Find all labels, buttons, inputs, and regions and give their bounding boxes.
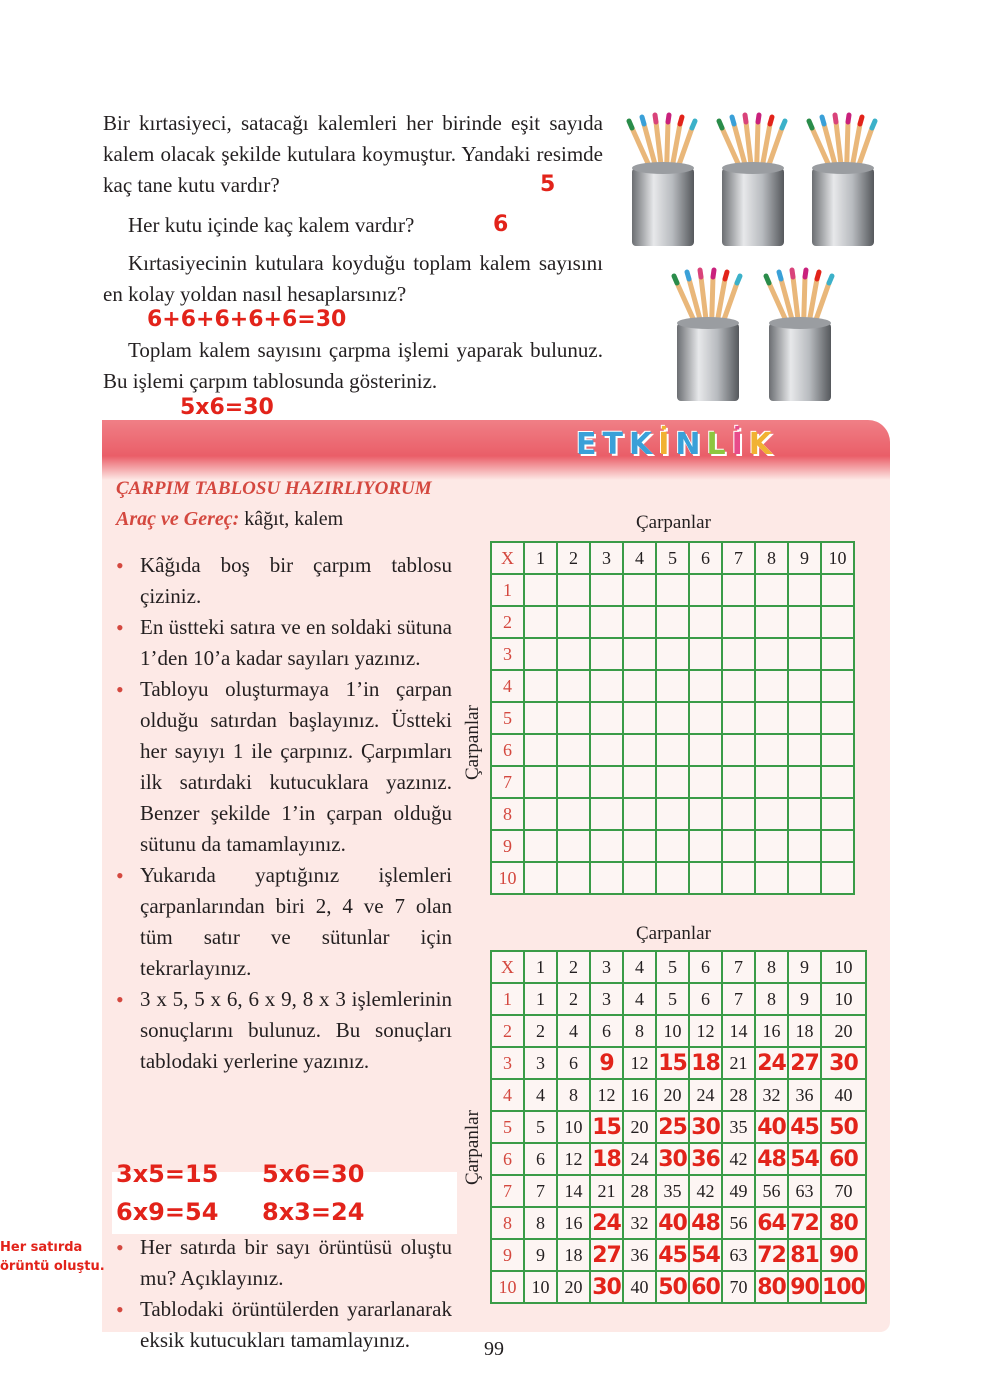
instruction-item: • Yukarıda yaptığınız işlemleri çarpanlarından biri 2, 4 ve 7 olan tüm satır ve sütunlar için tekrarlayınız. — [112, 860, 452, 984]
empty-cell[interactable] — [656, 734, 689, 766]
header-cell: 7 — [722, 542, 755, 574]
empty-cell[interactable] — [623, 766, 656, 798]
empty-cell[interactable] — [821, 766, 854, 798]
empty-cell[interactable] — [524, 606, 557, 638]
product-cell: 3 — [590, 983, 623, 1015]
product-cell: 8 — [524, 1207, 557, 1239]
empty-cell[interactable] — [788, 798, 821, 830]
empty-cell[interactable] — [821, 830, 854, 862]
intro-text-1: Bir kırtasiyeci, satacağı kalemleri her birinde eşit sayıda kalem olacak şekilde kutulara koymuştur. Yandaki resimde kaç tane kutu vardır? — [103, 111, 603, 197]
product-cell: 80 — [755, 1271, 788, 1303]
product-cell: 90 — [821, 1239, 866, 1271]
tools-value: kâğıt, kalem — [244, 508, 344, 530]
product-cell: 14 — [557, 1175, 590, 1207]
empty-cell[interactable] — [722, 830, 755, 862]
header-cell: 4 — [623, 542, 656, 574]
header-cell: 9 — [788, 542, 821, 574]
header-cell: 2 — [557, 542, 590, 574]
product-cell: 45 — [656, 1239, 689, 1271]
product-cell: 16 — [623, 1079, 656, 1111]
product-cell: 36 — [689, 1143, 722, 1175]
product-cell: 10 — [524, 1271, 557, 1303]
empty-cell[interactable] — [590, 702, 623, 734]
instruction-item: • En üstteki satıra ve en soldaki sütuna 1’den 10’a kadar sayıları yazınız. — [112, 612, 452, 674]
product-cell: 10 — [656, 1015, 689, 1047]
empty-cell[interactable] — [821, 798, 854, 830]
empty-cell[interactable] — [788, 670, 821, 702]
product-cell: 20 — [557, 1271, 590, 1303]
product-cell: 28 — [623, 1175, 656, 1207]
empty-cell[interactable] — [689, 798, 722, 830]
row-header-cell: 2 — [491, 1015, 524, 1047]
product-cell: 20 — [623, 1111, 656, 1143]
empty-multiplication-table — [490, 541, 855, 895]
empty-cell[interactable] — [722, 702, 755, 734]
empty-cell[interactable] — [821, 606, 854, 638]
badge-letter: K — [748, 427, 773, 462]
empty-cell[interactable] — [524, 766, 557, 798]
empty-cell[interactable] — [524, 734, 557, 766]
row-header-cell: 4 — [491, 670, 524, 702]
intro-paragraph-3: Kırtasiyecinin kutulara koyduğu toplam kalem sayısını en kolay yoldan nasıl hesaplarsınız? — [103, 251, 603, 306]
side-label-filled-table: Çarpanlar — [462, 1110, 483, 1185]
product-cell: 18 — [788, 1015, 821, 1047]
header-cell: 4 — [623, 951, 656, 983]
empty-cell[interactable] — [557, 830, 590, 862]
product-cell: 42 — [689, 1175, 722, 1207]
tools-line — [116, 508, 343, 531]
product-cell: 20 — [656, 1079, 689, 1111]
product-cell: 24 — [689, 1079, 722, 1111]
product-cell: 25 — [656, 1111, 689, 1143]
product-cell: 36 — [788, 1079, 821, 1111]
empty-cell[interactable] — [821, 638, 854, 670]
empty-cell[interactable] — [656, 766, 689, 798]
top-label-empty-table: Çarpanlar — [636, 512, 711, 533]
empty-cell[interactable] — [656, 638, 689, 670]
row-header-cell: 7 — [491, 1175, 524, 1207]
row-header-cell: 3 — [491, 638, 524, 670]
empty-cell[interactable] — [821, 734, 854, 766]
empty-cell[interactable] — [821, 862, 854, 894]
product-cell: 15 — [590, 1111, 623, 1143]
empty-cell[interactable] — [623, 734, 656, 766]
empty-cell[interactable] — [788, 702, 821, 734]
product-cell: 10 — [557, 1111, 590, 1143]
product-cell: 40 — [623, 1271, 656, 1303]
row-header-cell: 2 — [491, 606, 524, 638]
row-header-cell: 4 — [491, 1079, 524, 1111]
empty-cell[interactable] — [722, 766, 755, 798]
empty-cell[interactable] — [524, 798, 557, 830]
product-cell: 36 — [623, 1239, 656, 1271]
product-cell: 81 — [788, 1239, 821, 1271]
product-cell: 40 — [656, 1207, 689, 1239]
badge-letter: K — [628, 427, 653, 462]
product-cell: 54 — [689, 1239, 722, 1271]
empty-cell[interactable] — [788, 606, 821, 638]
empty-cell[interactable] — [689, 862, 722, 894]
empty-cell[interactable] — [755, 702, 788, 734]
product-cell: 16 — [755, 1015, 788, 1047]
badge-letter: İ — [658, 427, 670, 462]
empty-cell[interactable] — [623, 702, 656, 734]
empty-cell[interactable] — [788, 862, 821, 894]
badge-letter: İ — [731, 427, 743, 462]
product-cell: 12 — [689, 1015, 722, 1047]
product-cell: 3 — [524, 1047, 557, 1079]
empty-cell[interactable] — [755, 670, 788, 702]
empty-cell[interactable] — [656, 606, 689, 638]
product-cell: 48 — [755, 1143, 788, 1175]
empty-cell[interactable] — [755, 798, 788, 830]
empty-cell[interactable] — [689, 670, 722, 702]
product-cell: 35 — [722, 1111, 755, 1143]
product-cell: 9 — [524, 1239, 557, 1271]
empty-cell[interactable] — [557, 766, 590, 798]
product-cell: 70 — [722, 1271, 755, 1303]
product-cell: 60 — [689, 1271, 722, 1303]
product-cell: 21 — [590, 1175, 623, 1207]
answer-pencils-per-box: 6 — [493, 212, 509, 237]
empty-cell[interactable] — [755, 574, 788, 606]
badge-letter: N — [675, 427, 701, 462]
instruction-item: • 3 x 5, 5 x 6, 6 x 9, 8 x 3 işlemlerinin sonuçlarını bulunuz. Bu sonuçları tablodaki yerlerine yazınız. — [112, 984, 452, 1077]
product-cell: 8 — [623, 1015, 656, 1047]
empty-cell[interactable] — [557, 702, 590, 734]
empty-cell[interactable] — [524, 670, 557, 702]
empty-cell[interactable] — [557, 638, 590, 670]
empty-cell[interactable] — [689, 702, 722, 734]
product-cell: 56 — [722, 1207, 755, 1239]
empty-cell[interactable] — [623, 830, 656, 862]
page-number: 99 — [484, 1338, 504, 1360]
product-cell: 50 — [821, 1111, 866, 1143]
empty-cell[interactable] — [656, 862, 689, 894]
header-cell: 3 — [590, 542, 623, 574]
product-cell: 40 — [755, 1111, 788, 1143]
side-note: Her satırda örüntü oluştu. — [0, 1240, 105, 1274]
product-cell: 9 — [590, 1047, 623, 1079]
product-cell: 64 — [755, 1207, 788, 1239]
empty-cell[interactable] — [722, 798, 755, 830]
empty-cell[interactable] — [656, 574, 689, 606]
empty-cell[interactable] — [788, 734, 821, 766]
product-cell: 72 — [788, 1207, 821, 1239]
product-cell: 6 — [557, 1047, 590, 1079]
product-cell: 2 — [524, 1015, 557, 1047]
empty-cell[interactable] — [524, 702, 557, 734]
product-cell: 9 — [788, 983, 821, 1015]
product-cell: 2 — [557, 983, 590, 1015]
product-cell: 40 — [821, 1079, 866, 1111]
empty-cell[interactable] — [524, 574, 557, 606]
product-cell: 5 — [656, 983, 689, 1015]
empty-cell[interactable] — [821, 574, 854, 606]
row-header-cell: 8 — [491, 798, 524, 830]
empty-cell[interactable] — [623, 798, 656, 830]
product-cell: 10 — [821, 983, 866, 1015]
empty-cell[interactable] — [722, 638, 755, 670]
empty-cell[interactable] — [590, 638, 623, 670]
row-header-cell: 10 — [491, 862, 524, 894]
row-header-cell: 3 — [491, 1047, 524, 1079]
product-cell: 6 — [590, 1015, 623, 1047]
header-cell: 5 — [656, 542, 689, 574]
pencil-cups-illustration — [620, 110, 900, 430]
intro-paragraph-2: Her kutu içinde kaç kalem vardır? — [128, 213, 415, 237]
product-cell: 60 — [821, 1143, 866, 1175]
product-cell: 100 — [821, 1271, 866, 1303]
empty-cell[interactable] — [656, 670, 689, 702]
empty-cell[interactable] — [590, 798, 623, 830]
product-cell: 90 — [788, 1271, 821, 1303]
instruction-item: • Kâğıda boş bir çarpım tablosu çiziniz. — [112, 550, 452, 612]
product-cell: 27 — [590, 1239, 623, 1271]
handwritten-eq-3: 6x9=54 — [116, 1198, 219, 1226]
header-cell: 8 — [755, 542, 788, 574]
corner-cell: X — [491, 542, 524, 574]
empty-cell[interactable] — [788, 638, 821, 670]
empty-cell[interactable] — [722, 670, 755, 702]
empty-cell[interactable] — [590, 606, 623, 638]
empty-cell[interactable] — [590, 574, 623, 606]
instruction-item: • Tabloyu oluşturmaya 1’in çarpan olduğu satırdan başlayınız. Üstteki her sayıyı 1 ile çarpınız. Çarpımları ilk satırdaki kutucuklara yazınız. Benzer şekilde 1’in çarpan olduğu sütunu da tamamlayınız. — [112, 674, 452, 860]
corner-cell: X — [491, 951, 524, 983]
row-header-cell: 9 — [491, 1239, 524, 1271]
empty-cell[interactable] — [623, 574, 656, 606]
product-cell: 4 — [623, 983, 656, 1015]
empty-cell[interactable] — [590, 766, 623, 798]
empty-cell[interactable] — [755, 862, 788, 894]
top-label-filled-table: Çarpanlar — [636, 923, 711, 944]
product-cell: 12 — [557, 1143, 590, 1175]
header-cell: 2 — [557, 951, 590, 983]
empty-cell[interactable] — [722, 862, 755, 894]
product-cell: 20 — [821, 1015, 866, 1047]
row-header-cell: 8 — [491, 1207, 524, 1239]
product-cell: 48 — [689, 1207, 722, 1239]
product-cell: 15 — [656, 1047, 689, 1079]
answer-box-count: 5 — [540, 172, 556, 197]
product-cell: 14 — [722, 1015, 755, 1047]
row-header-cell: 6 — [491, 1143, 524, 1175]
product-cell: 18 — [689, 1047, 722, 1079]
tools-label: Araç ve Gereç: — [116, 508, 240, 530]
empty-cell[interactable] — [689, 766, 722, 798]
product-cell: 1 — [524, 983, 557, 1015]
empty-cell[interactable] — [557, 606, 590, 638]
etkinlik-badge — [573, 427, 775, 462]
product-cell: 4 — [524, 1079, 557, 1111]
product-cell: 63 — [722, 1239, 755, 1271]
header-cell: 10 — [821, 542, 854, 574]
product-cell: 50 — [656, 1271, 689, 1303]
empty-cell[interactable] — [689, 830, 722, 862]
product-cell: 7 — [524, 1175, 557, 1207]
header-cell: 9 — [788, 951, 821, 983]
product-cell: 80 — [821, 1207, 866, 1239]
empty-cell[interactable] — [788, 574, 821, 606]
empty-cell[interactable] — [755, 766, 788, 798]
product-cell: 12 — [590, 1079, 623, 1111]
product-cell: 56 — [755, 1175, 788, 1207]
empty-cell[interactable] — [590, 670, 623, 702]
row-header-cell: 6 — [491, 734, 524, 766]
header-cell: 10 — [821, 951, 866, 983]
header-cell: 6 — [689, 951, 722, 983]
empty-cell[interactable] — [821, 670, 854, 702]
row-header-cell: 10 — [491, 1271, 524, 1303]
product-cell: 30 — [821, 1047, 866, 1079]
empty-cell[interactable] — [590, 734, 623, 766]
header-cell: 6 — [689, 542, 722, 574]
empty-cell[interactable] — [590, 862, 623, 894]
row-header-cell: 9 — [491, 830, 524, 862]
empty-cell[interactable] — [623, 862, 656, 894]
empty-cell[interactable] — [623, 638, 656, 670]
empty-cell[interactable] — [557, 670, 590, 702]
intro-paragraph-4: Toplam kalem sayısını çarpma işlemi yaparak bulunuz. Bu işlemi çarpım tablosunda gösteriniz. — [103, 338, 603, 393]
product-cell: 16 — [557, 1207, 590, 1239]
product-cell: 5 — [524, 1111, 557, 1143]
product-cell: 72 — [755, 1239, 788, 1271]
product-cell: 30 — [590, 1271, 623, 1303]
product-cell: 30 — [656, 1143, 689, 1175]
empty-cell[interactable] — [656, 702, 689, 734]
product-cell: 24 — [623, 1143, 656, 1175]
product-cell: 6 — [524, 1143, 557, 1175]
instruction-list — [112, 550, 452, 1077]
product-cell: 18 — [590, 1143, 623, 1175]
handwritten-eq-4: 8x3=24 — [262, 1198, 365, 1226]
intro-paragraph-1 — [103, 108, 603, 201]
empty-cell[interactable] — [722, 574, 755, 606]
product-cell: 27 — [788, 1047, 821, 1079]
empty-cell[interactable] — [689, 574, 722, 606]
product-cell: 42 — [722, 1143, 755, 1175]
header-cell: 7 — [722, 951, 755, 983]
empty-cell[interactable] — [689, 734, 722, 766]
empty-cell[interactable] — [755, 734, 788, 766]
product-cell: 32 — [623, 1207, 656, 1239]
answer-multiplication: 5x6=30 — [180, 395, 274, 420]
product-cell: 8 — [557, 1079, 590, 1111]
empty-cell[interactable] — [722, 606, 755, 638]
product-cell: 63 — [788, 1175, 821, 1207]
product-cell: 8 — [755, 983, 788, 1015]
instruction-item: • Tablodaki örüntülerden yararlanarak eksik kutucukları tamamlayınız. — [112, 1294, 452, 1356]
row-header-cell: 5 — [491, 1111, 524, 1143]
empty-cell[interactable] — [689, 606, 722, 638]
empty-cell[interactable] — [557, 862, 590, 894]
product-cell: 24 — [755, 1047, 788, 1079]
empty-cell[interactable] — [788, 830, 821, 862]
row-header-cell: 1 — [491, 574, 524, 606]
empty-cell[interactable] — [656, 830, 689, 862]
product-cell: 12 — [623, 1047, 656, 1079]
header-cell: 8 — [755, 951, 788, 983]
empty-cell[interactable] — [722, 734, 755, 766]
empty-cell[interactable] — [656, 798, 689, 830]
row-header-cell: 7 — [491, 766, 524, 798]
empty-cell[interactable] — [557, 734, 590, 766]
empty-cell[interactable] — [557, 574, 590, 606]
badge-letter: L — [706, 427, 726, 462]
empty-cell[interactable] — [755, 638, 788, 670]
empty-cell[interactable] — [524, 830, 557, 862]
handwritten-eq-1: 3x5=15 — [116, 1160, 219, 1188]
product-cell: 45 — [788, 1111, 821, 1143]
header-cell: 5 — [656, 951, 689, 983]
product-cell: 35 — [656, 1175, 689, 1207]
product-cell: 32 — [755, 1079, 788, 1111]
empty-cell[interactable] — [524, 638, 557, 670]
product-cell: 30 — [689, 1111, 722, 1143]
instruction-item: • Her satırda bir sayı örüntüsü oluştu mu? Açıklayınız. — [112, 1232, 452, 1294]
filled-multiplication-table — [490, 950, 867, 1304]
empty-cell[interactable] — [755, 830, 788, 862]
product-cell: 4 — [557, 1015, 590, 1047]
empty-cell[interactable] — [557, 798, 590, 830]
empty-cell[interactable] — [590, 830, 623, 862]
empty-cell[interactable] — [689, 638, 722, 670]
product-cell: 24 — [590, 1207, 623, 1239]
answer-addition: 6+6+6+6+6=30 — [147, 307, 347, 332]
badge-letter: E — [576, 427, 597, 462]
badge-letter: T — [602, 427, 623, 462]
empty-cell[interactable] — [755, 606, 788, 638]
row-header-cell: 1 — [491, 983, 524, 1015]
header-cell: 3 — [590, 951, 623, 983]
product-cell: 70 — [821, 1175, 866, 1207]
row-header-cell: 5 — [491, 702, 524, 734]
empty-cell[interactable] — [623, 670, 656, 702]
header-cell: 1 — [524, 542, 557, 574]
product-cell: 18 — [557, 1239, 590, 1271]
product-cell: 21 — [722, 1047, 755, 1079]
product-cell: 49 — [722, 1175, 755, 1207]
empty-cell[interactable] — [524, 862, 557, 894]
header-cell: 1 — [524, 951, 557, 983]
instruction-list-2 — [112, 1232, 452, 1356]
product-cell: 6 — [689, 983, 722, 1015]
empty-cell[interactable] — [821, 702, 854, 734]
handwritten-eq-2: 5x6=30 — [262, 1160, 365, 1188]
product-cell: 28 — [722, 1079, 755, 1111]
empty-cell[interactable] — [623, 606, 656, 638]
product-cell: 7 — [722, 983, 755, 1015]
product-cell: 54 — [788, 1143, 821, 1175]
activity-title: ÇARPIM TABLOSU HAZIRLIYORUM — [116, 478, 432, 499]
empty-cell[interactable] — [788, 766, 821, 798]
side-label-empty-table: Çarpanlar — [462, 705, 483, 780]
